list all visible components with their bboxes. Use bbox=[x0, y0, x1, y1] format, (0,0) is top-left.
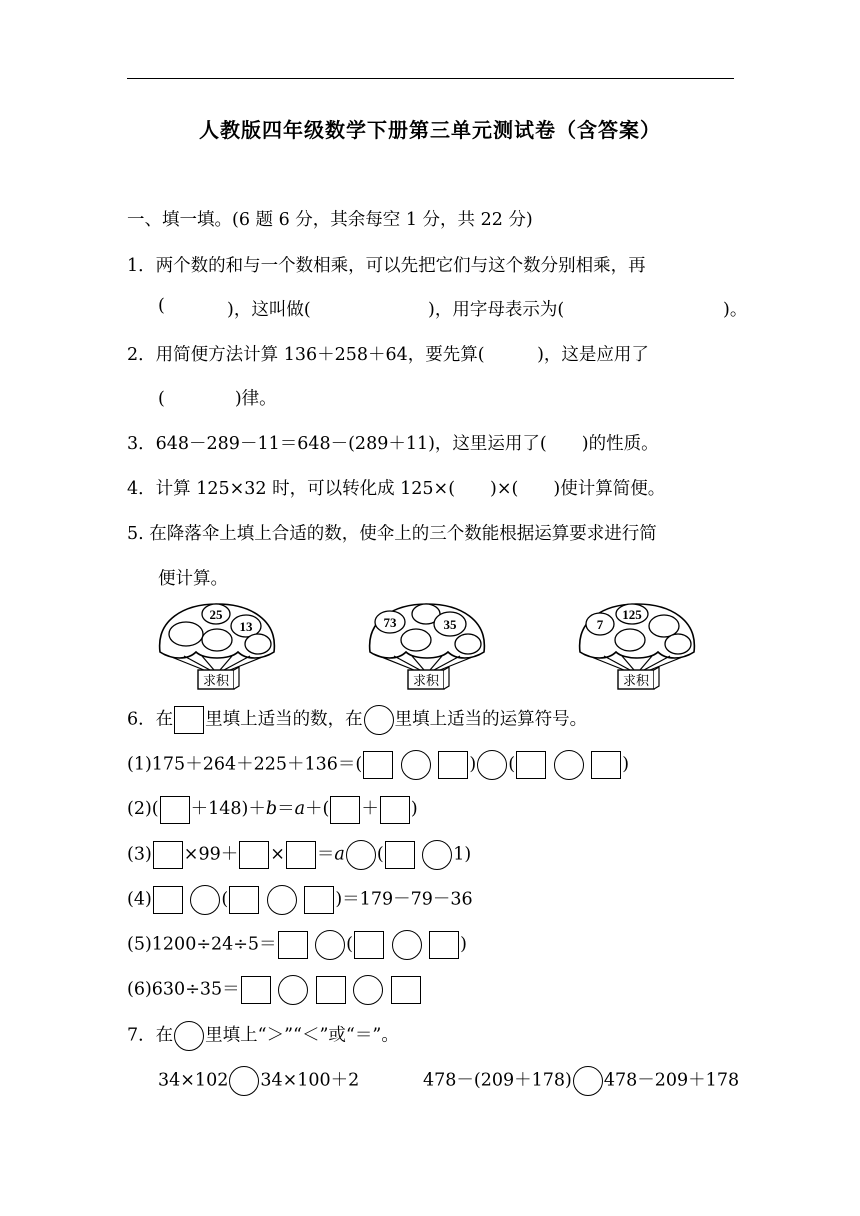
parachute-2 bbox=[364, 600, 490, 692]
page-title: 人教版四年级数学下册第三单元测试卷（含答案） bbox=[199, 118, 661, 142]
parachute-3-number-a: 7 bbox=[596, 617, 604, 632]
q6-intro: 6．在 里填上适当的数，在 里填上适当的运算符号。 bbox=[127, 705, 587, 735]
q5-line1: 5. 在降落伞上填上合适的数，使伞上的三个数能根据运算要求进行简 bbox=[127, 524, 657, 544]
answer-box[interactable] bbox=[286, 841, 316, 869]
compare-circle[interactable] bbox=[573, 1066, 603, 1096]
circle-blank-icon bbox=[364, 705, 394, 735]
operator-circle[interactable] bbox=[422, 840, 452, 870]
operator-circle[interactable] bbox=[346, 840, 376, 870]
operator-circle[interactable] bbox=[190, 885, 220, 915]
operator-circle[interactable] bbox=[353, 975, 383, 1005]
answer-box[interactable] bbox=[380, 796, 410, 824]
q3-line: 3．648－289－11＝648－(289＋11)，这里运用了( )的性质。 bbox=[127, 434, 659, 454]
answer-box[interactable] bbox=[304, 886, 334, 914]
q6-row-2: (2)( ＋148)＋b＝a＋( ＋ ) bbox=[127, 795, 418, 824]
q5-line2: 便计算。 bbox=[158, 569, 228, 589]
operator-circle[interactable] bbox=[401, 750, 431, 780]
q7-compare-2: 478－(209＋178) 478－209＋178 bbox=[423, 1066, 739, 1096]
q4-line: 4．计算 125×32 时，可以转化成 125×( )×( )使计算简便。 bbox=[127, 479, 666, 499]
parachute-1-box-label: 求积 bbox=[202, 674, 230, 689]
operator-circle[interactable] bbox=[278, 975, 308, 1005]
parachute-3-number-b: 125 bbox=[622, 607, 642, 622]
compare-circle[interactable] bbox=[229, 1066, 259, 1096]
section-heading: 一、填一填。(6 题 6 分，其余每空 1 分，共 22 分) bbox=[127, 210, 533, 230]
answer-box[interactable] bbox=[391, 976, 421, 1004]
square-blank-icon bbox=[174, 706, 204, 734]
parachute-1-figure bbox=[154, 600, 280, 692]
q7-compare-1: 34×102 34×100＋2 bbox=[158, 1066, 359, 1096]
parachute-3-figure bbox=[574, 600, 700, 692]
answer-box[interactable] bbox=[385, 841, 415, 869]
q6-row-3: (3) ×99＋ × ＝a ( 1) bbox=[127, 840, 471, 870]
operator-circle[interactable] bbox=[554, 750, 584, 780]
operator-circle[interactable] bbox=[392, 930, 422, 960]
answer-box[interactable] bbox=[591, 751, 621, 779]
q6-row-5: (5)1200÷24÷5＝ ( ) bbox=[127, 930, 467, 960]
answer-box[interactable] bbox=[438, 751, 468, 779]
parachute-3 bbox=[574, 600, 700, 692]
answer-box[interactable] bbox=[363, 751, 393, 779]
answer-box[interactable] bbox=[316, 976, 346, 1004]
parachute-1-number-b: 13 bbox=[239, 619, 253, 634]
q6-row-4: (4) ( )＝179－79－36 bbox=[127, 885, 473, 915]
answer-box[interactable] bbox=[229, 886, 259, 914]
parachute-2-number-a: 73 bbox=[383, 615, 397, 630]
operator-circle[interactable] bbox=[477, 750, 507, 780]
answer-box[interactable] bbox=[330, 796, 360, 824]
q2-line1: 2．用简便方法计算 136＋258＋64，要先算( )，这是应用了 bbox=[127, 345, 649, 365]
answer-box[interactable] bbox=[354, 931, 384, 959]
answer-box[interactable] bbox=[241, 976, 271, 1004]
parachute-2-box-label: 求积 bbox=[412, 674, 440, 689]
answer-box[interactable] bbox=[160, 796, 190, 824]
parachute-1 bbox=[154, 600, 280, 692]
answer-box[interactable] bbox=[239, 841, 269, 869]
q2-line2: ( )律。 bbox=[158, 389, 277, 409]
answer-box[interactable] bbox=[153, 886, 183, 914]
q1-line1: 1．两个数的和与一个数相乘，可以先把它们与这个数分别相乘，再 bbox=[127, 256, 646, 276]
q6-row-1: (1)175＋264＋225＋136＝( ) ( ) bbox=[127, 750, 629, 780]
answer-box[interactable] bbox=[278, 931, 308, 959]
header-rule bbox=[127, 78, 734, 79]
parachute-2-figure bbox=[364, 600, 490, 692]
answer-box[interactable] bbox=[153, 841, 183, 869]
q7-intro: 7．在 里填上“＞”“＜”或“＝”。 bbox=[127, 1021, 399, 1051]
parachute-3-box-label: 求积 bbox=[622, 674, 650, 689]
q6-row-6: (6)630÷35＝ bbox=[127, 975, 422, 1005]
circle-blank-icon bbox=[174, 1021, 204, 1051]
answer-box[interactable] bbox=[429, 931, 459, 959]
answer-box[interactable] bbox=[516, 751, 546, 779]
parachute-2-number-b: 35 bbox=[443, 617, 457, 632]
operator-circle[interactable] bbox=[267, 885, 297, 915]
parachute-1-number-a: 25 bbox=[209, 607, 223, 622]
operator-circle[interactable] bbox=[315, 930, 345, 960]
